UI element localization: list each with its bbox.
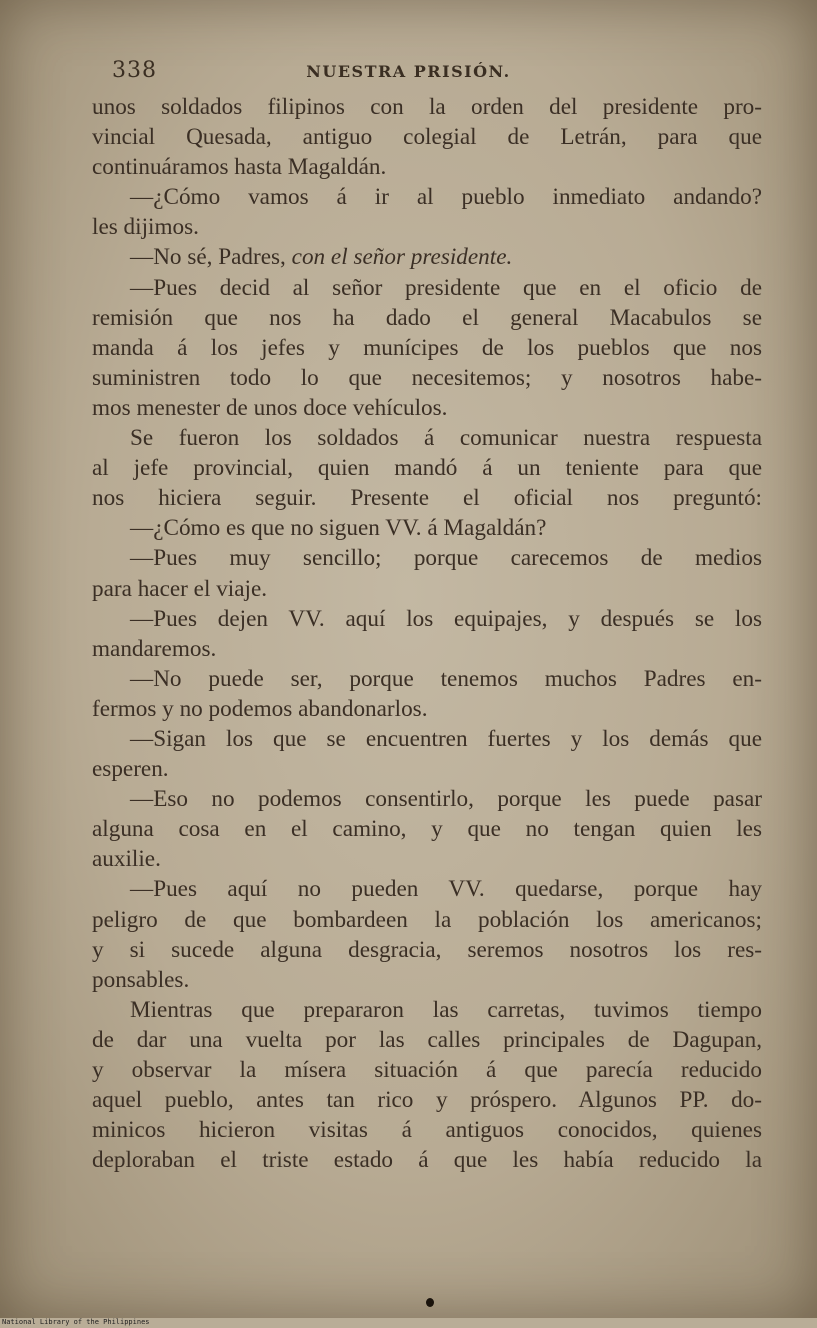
text-line: —Sigan los que se encuentren fuertes y los demás que [130, 725, 762, 752]
text-line: —Pues aquí no pueden VV. quedarse, porque hay [130, 876, 762, 903]
text-line: auxilie. [92, 846, 161, 873]
text-line: esperen. [92, 756, 169, 783]
page-header [0, 58, 817, 86]
text-line: —No puede ser, porque tenemos muchos Padres en- [130, 665, 762, 692]
text-line: unos soldados filipinos con la orden del presidente pro- [92, 94, 762, 120]
text-segment: —No sé, Padres, [130, 244, 286, 271]
text-line: —¿Cómo es que no siguen VV. á Magaldán? [130, 515, 547, 542]
text-line: y si sucede alguna desgracia, seremos nosotros los res- [92, 936, 762, 963]
text-line: y observar la mísera situación á que parecía reducido [92, 1057, 762, 1083]
text-line: deploraban el triste estado á que les había reducido la [92, 1147, 762, 1174]
text-line: de dar una vuelta por las calles principales de Dagupan, [92, 1026, 762, 1053]
text-line: —Pues decid al señor presidente que en el oficio de [130, 274, 762, 301]
text-line: suministren todo lo que necesitemos; y nosotros habe- [92, 364, 762, 391]
text-line: minicos hicieron visitas á antiguos conocidos, quienes [92, 1117, 762, 1144]
text-line: remisión que nos ha dado el general Macabulos se [92, 304, 762, 331]
text-line: peligro de que bombardeen la población los americanos; [92, 906, 762, 933]
text-line: —Pues muy sencillo; porque carecemos de medios [130, 545, 762, 572]
text-line: fermos y no podemos abandonarlos. [92, 695, 428, 722]
ink-spot [426, 1298, 434, 1307]
text-line: vincial Quesada, antiguo colegial de Letrán, para que [92, 124, 762, 151]
text-line: aquel pueblo, antes tan rico y próspero. Algunos PP. do- [92, 1087, 762, 1114]
text-line: mos menester de unos doce vehículos. [92, 394, 448, 421]
text-line: —¿Cómo vamos á ir al pueblo inmediato andando? [130, 184, 762, 211]
italic-segment: con el señor presidente. [291, 244, 513, 271]
text-line: manda á los jefes y munícipes de los pueblos que nos [92, 334, 762, 361]
text-line: ponsables. [92, 966, 190, 993]
text-line: les dijimos. [92, 214, 199, 241]
text-line: Mientras que prepararon las carretas, tuvimos tiempo [130, 996, 762, 1023]
text-line: mandaremos. [92, 635, 217, 662]
text-line: al jefe provincial, quien mandó á un teniente para que [92, 455, 762, 482]
text-line: continuáramos hasta Magaldán. [92, 154, 387, 181]
body-text [92, 92, 762, 1175]
text-line-mixed [92, 242, 762, 272]
text-line: —Pues dejen VV. aquí los equipajes, y después se los [130, 605, 762, 632]
page-number: 338 [112, 58, 157, 83]
running-title: NUESTRA PRISIÓN. [306, 62, 511, 81]
text-line: alguna cosa en el camino, y que no tengan quien les [92, 816, 762, 843]
text-line: Se fueron los soldados á comunicar nuestra respuesta [130, 425, 762, 452]
text-line: nos hiciera seguir. Presente el oficial nos preguntó: [92, 485, 762, 512]
text-line: —Eso no podemos consentirlo, porque les puede pasar [130, 786, 762, 813]
library-credit: National Library of the Philippines [2, 1318, 150, 1326]
text-line: para hacer el viaje. [92, 575, 268, 602]
